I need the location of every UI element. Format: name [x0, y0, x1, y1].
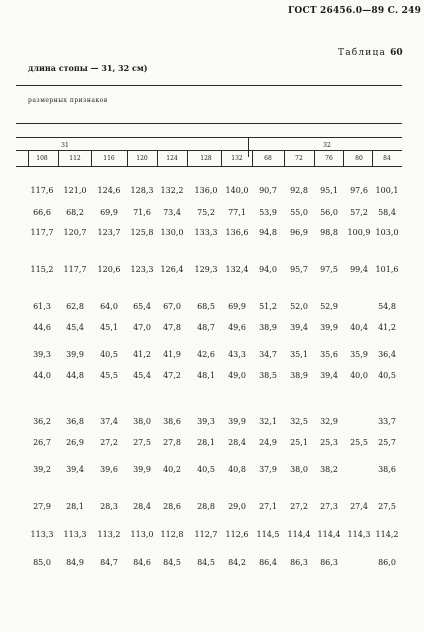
table-cell: 65,4: [133, 302, 151, 311]
table-cell: 75,2: [197, 208, 215, 217]
size-column-header: 76: [325, 155, 333, 162]
table-cell: 49,0: [228, 371, 246, 380]
table-cell: 40,5: [197, 465, 215, 474]
table-cell: 128,3: [130, 186, 154, 195]
table-cell: 117,7: [30, 228, 54, 237]
table-cell: 48,1: [197, 371, 215, 380]
table-cell: 32,5: [290, 417, 308, 426]
table-cell: 86,0: [378, 558, 396, 567]
table-cell: 36,4: [378, 350, 396, 359]
header-rule-top: [16, 85, 402, 86]
table-cell: 97,6: [350, 186, 368, 195]
size-column-header: 124: [166, 155, 178, 162]
column-divider: [221, 151, 222, 166]
table-cell: 51,2: [259, 302, 277, 311]
table-cell: 29,0: [228, 502, 246, 511]
size-column-header: 68: [264, 155, 272, 162]
table-cell: 45,5: [100, 371, 118, 380]
table-cell: 47,2: [163, 371, 181, 380]
table-cell: 73,4: [163, 208, 181, 217]
column-header-rule: [16, 166, 402, 167]
table-cell: 100,9: [347, 228, 371, 237]
table-cell: 38,9: [259, 323, 277, 332]
table-cell: 112,8: [160, 530, 184, 539]
table-cell: 54,8: [378, 302, 396, 311]
table-cell: 27,3: [320, 502, 338, 511]
table-cell: 32,9: [320, 417, 338, 426]
table-cell: 41,2: [378, 323, 396, 332]
table-cell: 34,7: [259, 350, 277, 359]
table-cell: 26,7: [33, 438, 51, 447]
table-cell: 140,0: [225, 186, 249, 195]
table-cell: 114,4: [317, 530, 341, 539]
table-cell: 77,1: [228, 208, 246, 217]
table-cell: 45,1: [100, 323, 118, 332]
table-label: [338, 48, 403, 58]
table-cell: 39,3: [197, 417, 215, 426]
table-cell: 32,1: [259, 417, 277, 426]
table-cell: 38,9: [290, 371, 308, 380]
table-cell: 100,1: [375, 186, 399, 195]
table-cell: 33,7: [378, 417, 396, 426]
table-cell: 92,8: [290, 186, 308, 195]
table-cell: 132,4: [225, 265, 249, 274]
table-cell: 52,9: [320, 302, 338, 311]
table-cell: 62,8: [66, 302, 84, 311]
table-cell: 47,0: [133, 323, 151, 332]
table-cell: 37,9: [259, 465, 277, 474]
table-cell: 24,9: [259, 438, 277, 447]
table-cell: 56,0: [320, 208, 338, 217]
table-cell: 35,6: [320, 350, 338, 359]
table-cell: 58,4: [378, 208, 396, 217]
table-cell: 38,6: [163, 417, 181, 426]
column-divider: [252, 151, 253, 166]
table-cell: 101,6: [375, 265, 399, 274]
table-cell: 39,4: [320, 371, 338, 380]
table-cell: 121,0: [63, 186, 87, 195]
table-cell: 39,4: [66, 465, 84, 474]
table-cell: 26,9: [66, 438, 84, 447]
group-underline: [16, 150, 402, 151]
size-column-header: 116: [103, 155, 115, 162]
size-column-header: 84: [383, 155, 391, 162]
table-cell: 85,0: [33, 558, 51, 567]
table-cell: 123,3: [130, 265, 154, 274]
features-label: размерных признаков: [28, 97, 108, 104]
table-cell: 28,1: [66, 502, 84, 511]
table-cell: 97,5: [320, 265, 338, 274]
size-column-header: 112: [69, 155, 81, 162]
group-label-32: 32: [323, 142, 331, 149]
page-header: ГОСТ 26456.0—89 С. 249: [288, 6, 422, 16]
table-cell: 40,4: [350, 323, 368, 332]
table-cell: 45,4: [133, 371, 151, 380]
table-subheading: длина стопы — 31, 32 см): [28, 63, 148, 73]
table-cell: 132,2: [160, 186, 184, 195]
size-column-header: 72: [295, 155, 303, 162]
table-cell: 27,4: [350, 502, 368, 511]
column-divider: [28, 151, 29, 166]
table-cell: 112,6: [225, 530, 249, 539]
table-cell: 53,9: [259, 208, 277, 217]
table-cell: 27,2: [100, 438, 118, 447]
column-divider: [58, 151, 59, 166]
table-cell: 39,6: [100, 465, 118, 474]
table-cell: 28,6: [163, 502, 181, 511]
table-cell: 57,2: [350, 208, 368, 217]
table-cell: 117,6: [30, 186, 54, 195]
table-cell: 41,2: [133, 350, 151, 359]
table-cell: 40,5: [100, 350, 118, 359]
table-cell: 39,4: [290, 323, 308, 332]
column-divider: [343, 151, 344, 166]
table-cell: 66,6: [33, 208, 51, 217]
table-cell: 45,4: [66, 323, 84, 332]
table-cell: 55,0: [290, 208, 308, 217]
table-cell: 68,2: [66, 208, 84, 217]
table-cell: 27,9: [33, 502, 51, 511]
table-cell: 86,3: [320, 558, 338, 567]
table-cell: 35,9: [350, 350, 368, 359]
table-cell: 84,5: [197, 558, 215, 567]
table-cell: 38,2: [320, 465, 338, 474]
table-cell: 27,2: [290, 502, 308, 511]
column-divider: [127, 151, 128, 166]
table-cell: 40,0: [350, 371, 368, 380]
table-cell: 96,9: [290, 228, 308, 237]
table-cell: 113,0: [130, 530, 154, 539]
table-cell: 28,1: [197, 438, 215, 447]
table-cell: 120,6: [97, 265, 121, 274]
table-cell: 112,7: [194, 530, 218, 539]
table-cell: 27,5: [378, 502, 396, 511]
table-cell: 123,7: [97, 228, 121, 237]
table-cell: 114,2: [375, 530, 399, 539]
header-rule-mid: [16, 123, 402, 124]
column-divider: [91, 151, 92, 166]
table-cell: 64,0: [100, 302, 118, 311]
table-label-word: Таблица: [338, 48, 387, 58]
table-cell: 84,9: [66, 558, 84, 567]
table-cell: 71,6: [133, 208, 151, 217]
table-cell: 136,6: [225, 228, 249, 237]
table-cell: 67,0: [163, 302, 181, 311]
table-cell: 27,8: [163, 438, 181, 447]
table-cell: 25,7: [378, 438, 396, 447]
table-cell: 113,2: [97, 530, 121, 539]
table-cell: 61,3: [33, 302, 51, 311]
table-cell: 114,5: [256, 530, 280, 539]
table-cell: 126,4: [160, 265, 184, 274]
column-divider: [372, 151, 373, 166]
table-cell: 130,0: [160, 228, 184, 237]
table-cell: 94,8: [259, 228, 277, 237]
table-cell: 39,9: [133, 465, 151, 474]
table-cell: 28,3: [100, 502, 118, 511]
table-cell: 129,3: [194, 265, 218, 274]
table-cell: 28,4: [133, 502, 151, 511]
table-cell: 35,1: [290, 350, 308, 359]
group-label-31: 31: [61, 142, 69, 149]
table-cell: 114,4: [287, 530, 311, 539]
table-cell: 44,0: [33, 371, 51, 380]
table-cell: 38,6: [378, 465, 396, 474]
table-cell: 41,9: [163, 350, 181, 359]
column-divider: [157, 151, 158, 166]
table-cell: 99,4: [350, 265, 368, 274]
table-cell: 25,3: [320, 438, 338, 447]
header-rule-bottom: [16, 137, 402, 138]
table-cell: 103,0: [375, 228, 399, 237]
table-cell: 43,3: [228, 350, 246, 359]
table-cell: 40,5: [378, 371, 396, 380]
table-cell: 84,6: [133, 558, 151, 567]
table-cell: 52,0: [290, 302, 308, 311]
table-cell: 38,5: [259, 371, 277, 380]
table-cell: 136,0: [194, 186, 218, 195]
table-cell: 28,8: [197, 502, 215, 511]
table-cell: 69,9: [228, 302, 246, 311]
table-cell: 114,3: [347, 530, 371, 539]
table-cell: 68,5: [197, 302, 215, 311]
table-cell: 44,6: [33, 323, 51, 332]
table-cell: 94,0: [259, 265, 277, 274]
size-column-header: 128: [200, 155, 212, 162]
table-number: 60: [390, 48, 403, 58]
column-divider: [314, 151, 315, 166]
column-divider: [284, 151, 285, 166]
table-cell: 86,3: [290, 558, 308, 567]
table-cell: 38,0: [133, 417, 151, 426]
table-cell: 27,1: [259, 502, 277, 511]
table-cell: 36,2: [33, 417, 51, 426]
table-cell: 42,6: [197, 350, 215, 359]
table-cell: 36,8: [66, 417, 84, 426]
table-cell: 27,5: [133, 438, 151, 447]
table-cell: 120,7: [63, 228, 87, 237]
table-cell: 95,1: [320, 186, 338, 195]
table-cell: 39,9: [228, 417, 246, 426]
table-cell: 133,3: [194, 228, 218, 237]
table-cell: 40,8: [228, 465, 246, 474]
size-column-header: 80: [355, 155, 363, 162]
table-cell: 113,3: [63, 530, 87, 539]
table-cell: 98,8: [320, 228, 338, 237]
table-cell: 37,4: [100, 417, 118, 426]
table-cell: 117,7: [63, 265, 87, 274]
table-cell: 49,6: [228, 323, 246, 332]
table-cell: 84,7: [100, 558, 118, 567]
size-column-header: 132: [231, 155, 243, 162]
table-cell: 95,7: [290, 265, 308, 274]
table-cell: 28,4: [228, 438, 246, 447]
group-divider: [248, 137, 249, 157]
table-cell: 39,9: [66, 350, 84, 359]
table-cell: 84,2: [228, 558, 246, 567]
size-column-header: 108: [36, 155, 48, 162]
size-column-header: 120: [136, 155, 148, 162]
table-cell: 38,0: [290, 465, 308, 474]
table-cell: 44,8: [66, 371, 84, 380]
table-cell: 25,1: [290, 438, 308, 447]
table-cell: 25,5: [350, 438, 368, 447]
table-cell: 90,7: [259, 186, 277, 195]
table-cell: 48,7: [197, 323, 215, 332]
table-cell: 86,4: [259, 558, 277, 567]
table-cell: 40,2: [163, 465, 181, 474]
table-cell: 124,6: [97, 186, 121, 195]
table-cell: 39,2: [33, 465, 51, 474]
table-cell: 39,3: [33, 350, 51, 359]
table-cell: 69,9: [100, 208, 118, 217]
table-cell: 39,9: [320, 323, 338, 332]
table-cell: 125,8: [130, 228, 154, 237]
table-cell: 84,5: [163, 558, 181, 567]
table-cell: 113,3: [30, 530, 54, 539]
table-cell: 47,8: [163, 323, 181, 332]
table-cell: 115,2: [30, 265, 54, 274]
column-divider: [187, 151, 188, 166]
